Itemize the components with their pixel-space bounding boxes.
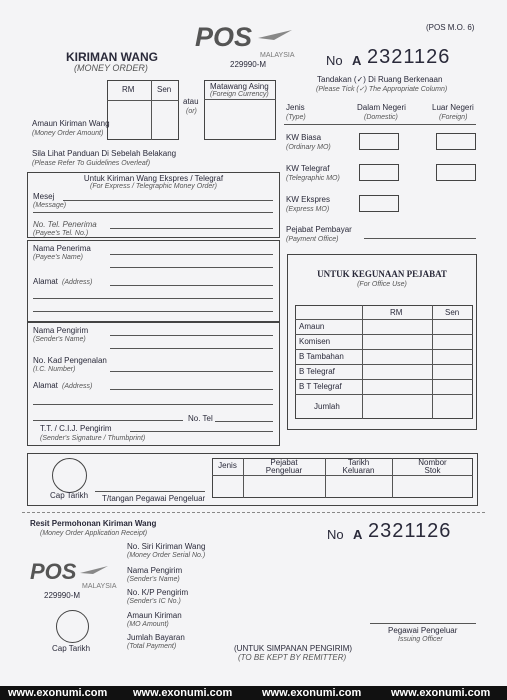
express-domestic-checkbox[interactable] (359, 195, 399, 212)
issue-col-stock-1: Nombor (418, 458, 447, 467)
sender-sign-label: T.T. / C.I.J. Pengirim (40, 424, 112, 433)
type-express: KW Ekspres (286, 195, 331, 204)
receipt-date-stamp-label: Cap Tarikh (52, 644, 91, 653)
payee-name-label: Nama Penerima (33, 244, 91, 253)
receipt-form-number: 229990-M (44, 591, 81, 600)
guide-text-en: (Please Refer To Guidelines Overleaf) (32, 160, 151, 167)
foreign-currency-label: Matawang Asing (210, 82, 269, 91)
office-row-t-telegraph: B T Telegraf (299, 382, 342, 391)
pos-logo-swoosh-icon (256, 28, 296, 44)
receipt-title-en: (Money Order Application Receipt) (40, 530, 148, 537)
receipt-pos-logo: POS (30, 559, 77, 584)
receipt-serial-label-en: (Money Order Serial No.) (127, 552, 206, 559)
date-stamp-circle (52, 458, 87, 493)
type-header-en: (Type) (286, 114, 306, 121)
sender-address-line-1[interactable] (110, 389, 273, 390)
receipt-sender-label-en: (Sender's Name) (127, 576, 180, 583)
sender-ic-line[interactable] (110, 371, 273, 372)
sender-sign-label-en: (Sender's Signature / Thumbprint) (40, 435, 146, 442)
office-sen-header: Sen (445, 308, 460, 317)
footer-url[interactable]: www.exonumi.com (133, 687, 233, 699)
receipt-serial-no-label: No (327, 527, 344, 542)
sender-address-label-en: (Address) (62, 383, 93, 390)
sender-name-label-en: (Sender's Name) (33, 336, 86, 343)
footer-url[interactable]: www.exonumi.com (8, 687, 108, 699)
message-line-2[interactable] (33, 212, 273, 213)
message-label-en: (Message) (33, 202, 67, 209)
office-use-title: UNTUK KEGUNAAN PEJABAT (317, 269, 447, 279)
amount-label-en: (Money Order Amount) (32, 130, 104, 137)
serial-prefix: A (352, 53, 362, 68)
sender-ic-label: No. Kad Pengenalan (33, 356, 107, 365)
type-telegraphic: KW Telegraf (286, 164, 330, 173)
express-title: Untuk Kiriman Wang Ekspres / Telegraf (83, 174, 224, 183)
ordinary-foreign-checkbox[interactable] (436, 133, 476, 150)
sender-address-label: Alamat (33, 381, 58, 390)
issue-col-office-1: Pejabat (270, 458, 298, 467)
serial-number: 2321126 (367, 46, 451, 68)
pos-logo: POS (195, 22, 253, 52)
payment-office-label-en: (Payment Office) (286, 236, 339, 243)
foreign-header: Luar Negeri (432, 103, 474, 112)
telegraphic-foreign-checkbox[interactable] (436, 164, 476, 181)
receipt-title: Resit Permohonan Kiriman Wang (30, 519, 157, 528)
receipt-total-label-en: (Total Payment) (127, 643, 177, 650)
receipt-amount-label-en: (MO Amount) (127, 621, 169, 628)
office-row-amount: Amaun (299, 322, 325, 331)
sender-ic-label-en: (I.C. Number) (33, 366, 76, 373)
receipt-ic-label-en: (Sender's IC No.) (127, 598, 181, 605)
atau-label-en: (or) (186, 108, 197, 115)
receipt-serial-number: 2321126 (368, 520, 452, 542)
receipt-serial-prefix: A (353, 527, 363, 542)
message-label: Mesej (33, 192, 55, 201)
domestic-header-en: (Domestic) (364, 114, 398, 121)
sender-address-line-2[interactable] (33, 404, 273, 405)
issue-col-type: Jenis (218, 461, 237, 470)
officer-sign-label: T/tangan Pegawai Pengeluar (102, 494, 206, 503)
office-use-title-en: (For Office Use) (357, 281, 407, 288)
payee-address-line-3[interactable] (33, 311, 273, 312)
receipt-total-label: Jumlah Bayaran (127, 633, 185, 642)
footer-url[interactable]: www.exonumi.com (391, 687, 491, 699)
sender-name-line-2[interactable] (110, 348, 273, 349)
form-title: KIRIMAN WANG (66, 50, 158, 64)
type-header: Jenis (286, 103, 305, 112)
issue-col-stock-2: Stok (424, 466, 441, 475)
guide-text: Sila Lihat Panduan Di Sebelah Belakang (32, 149, 177, 158)
date-stamp-label: Cap Tarikh (50, 491, 89, 500)
receipt-amount-label: Amaun Kiriman (127, 611, 182, 620)
issue-col-date-2: Keluaran (342, 466, 375, 475)
receipt-keep-label: (UNTUK SIMPANAN PENGIRIM) (234, 644, 353, 653)
payee-address-line-2[interactable] (33, 298, 273, 299)
message-line-1[interactable] (63, 200, 273, 201)
domestic-header: Dalam Negeri (357, 103, 406, 112)
sender-tel-label: No. Tel (188, 414, 213, 423)
amount-sen-label: Sen (157, 85, 172, 94)
payee-address-label: Alamat (33, 277, 58, 286)
type-ordinary: KW Biasa (286, 133, 322, 142)
office-row-telegraph: B Telegraf (299, 367, 335, 376)
payee-name-label-en: (Payee's Name) (33, 254, 83, 261)
pos-logo-sub: MALAYSIA (260, 52, 295, 59)
foreign-header-en: (Foreign) (439, 114, 468, 121)
office-row-commission: Komisen (299, 337, 331, 346)
ordinary-domestic-checkbox[interactable] (359, 133, 399, 150)
payee-address-line-1[interactable] (110, 285, 273, 286)
payee-address-label-en: (Address) (62, 279, 93, 286)
receipt-pos-swoosh-icon (78, 564, 110, 578)
payee-tel-label: No. Tel. Penerima (33, 220, 97, 229)
receipt-officer-label: Pegawai Pengeluar (388, 626, 458, 635)
office-row-extra: B Tambahan (299, 352, 344, 361)
receipt-sender-label: Nama Pengirim (127, 566, 183, 575)
payee-name-line-1[interactable] (110, 254, 273, 255)
receipt-serial-label: No. Siri Kiriman Wang (127, 542, 206, 551)
tick-label: Tandakan (✓) Di Ruang Berkenaan (317, 75, 443, 84)
sender-name-line-1[interactable] (110, 335, 273, 336)
issue-col-office-2: Pengeluar (265, 466, 303, 475)
receipt-officer-label-en: Issuing Officer (398, 636, 443, 643)
amount-label: Amaun Kiriman Wang (32, 119, 110, 128)
office-row-total: Jumlah (314, 402, 340, 411)
payee-tel-line[interactable] (110, 228, 273, 229)
receipt-keep-label-en: (TO BE KEPT BY REMITTER) (238, 653, 347, 662)
office-rm-header: RM (390, 308, 403, 317)
sender-tel-line[interactable] (215, 421, 273, 422)
type-express-en: (Express MO) (286, 206, 330, 213)
receipt-officer-line[interactable] (370, 623, 476, 624)
sender-sign-line[interactable] (130, 431, 273, 432)
receipt-pos-logo-sub: MALAYSIA (82, 583, 117, 590)
tick-label-en: (Please Tick (✓) The Appropriate Column) (316, 86, 448, 93)
type-telegraphic-en: (Telegraphic MO) (286, 175, 340, 182)
form-number: 229990-M (230, 60, 267, 69)
officer-sign-line[interactable] (95, 491, 205, 492)
telegraphic-domestic-checkbox[interactable] (359, 164, 399, 181)
receipt-date-stamp-circle (56, 610, 89, 643)
form-title-en: (MONEY ORDER) (74, 63, 148, 73)
payee-tel-label-en: (Payee's Tel. No.) (33, 230, 89, 237)
payment-office-label: Pejabat Pembayar (286, 225, 352, 234)
foreign-currency-label-en: (Foreign Currency) (210, 91, 269, 98)
footer-url[interactable]: www.exonumi.com (262, 687, 362, 699)
perforation-line (22, 512, 485, 513)
amount-rm-label: RM (122, 85, 135, 94)
sender-address-line-3[interactable] (33, 420, 183, 421)
atau-label: atau (183, 97, 199, 106)
form-code: (POS M.O. 6) (426, 23, 475, 32)
sender-name-label: Nama Pengirim (33, 326, 89, 335)
watermark-footer (0, 686, 507, 700)
serial-no-label: No (326, 53, 343, 68)
receipt-ic-label: No. K/P Pengirim (127, 588, 189, 597)
payee-name-line-2[interactable] (110, 267, 273, 268)
express-title-en: (For Express / Telegraphic Money Order) (90, 183, 217, 190)
issue-col-date-1: Tarikh (347, 458, 370, 467)
type-ordinary-en: (Ordinary MO) (286, 144, 331, 151)
payment-office-line[interactable] (364, 238, 476, 239)
